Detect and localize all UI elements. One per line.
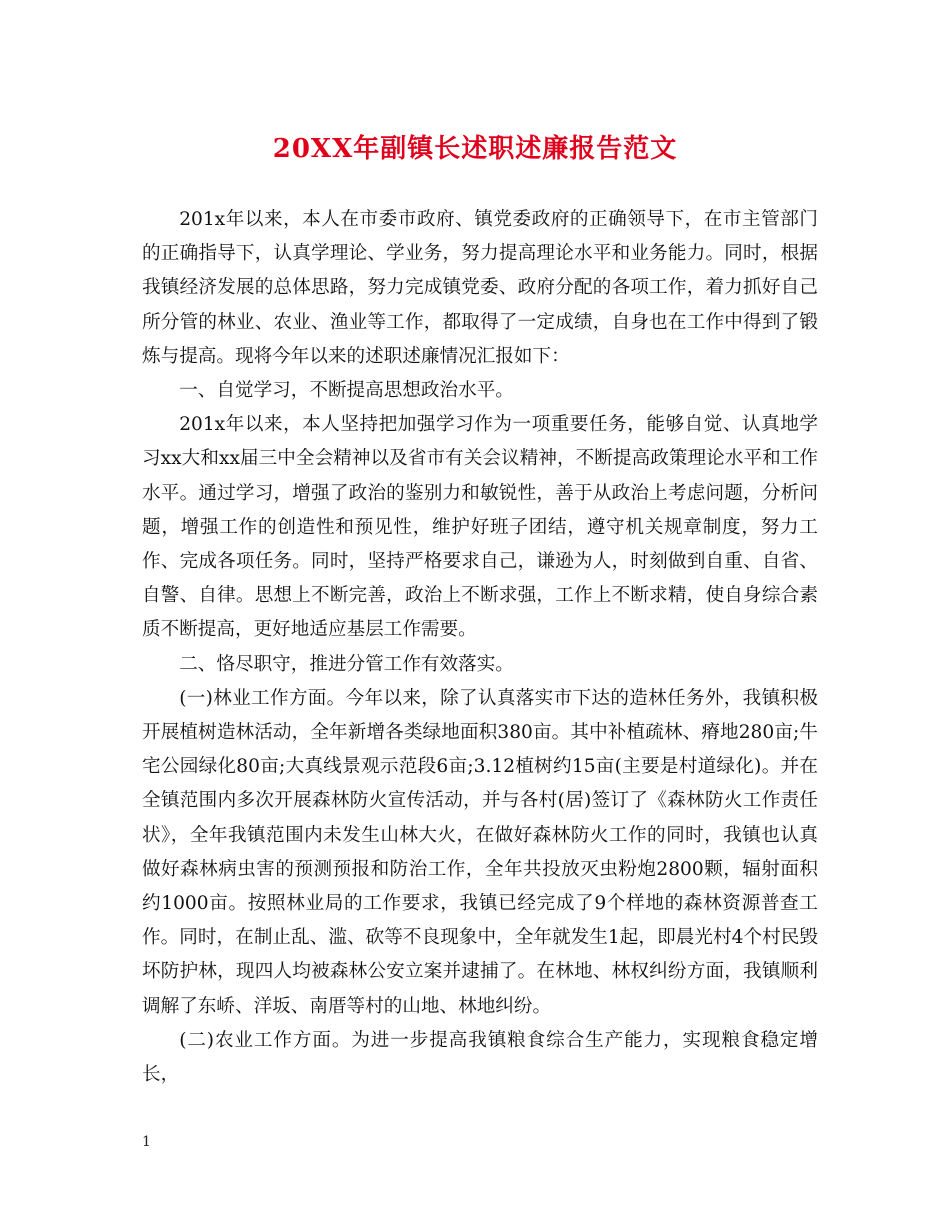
document-body [142,203,818,1092]
page-number: 1 [142,1134,151,1150]
paragraph-study: 201x年以来，本人坚持把加强学习作为一项重要任务，能够自觉、认真地学习xx大和xx届三中全会精神以及省市有关会议精神，不断提高政策理论水平和工作水平。通过学习，增强了政治的鉴别力和敏锐性，善于从政治上考虑问题，分析问题，增强工作的创造性和预见性，维护好班子团结，遵守机关规章制度，努力工作、完成各项任务。同时，坚持严格要求自己，谦逊为人，时刻做到自重、自省、自警、自律。思想上不断完善，政治上不断求强，工作上不断求精，使自身综合素质不断提高，更好地适应基层工作需要。 [142,414,818,641]
section-heading-1: 一、自觉学习，不断提高思想政治水平。 [179,380,514,402]
paragraph-agriculture: (二)农业工作方面。为进一步提高我镇粮食综合生产能力，实现粮食稳定增长， [142,1029,818,1086]
paragraph-intro: 201x年以来，本人在市委市政府、镇党委政府的正确领导下，在市主管部门的正确指导下，认真学理论、学业务，努力提高理论水平和业务能力。同时，根据我镇经济发展的总体思路，努力完成镇党委、政府分配的各项工作，着力抓好自己所分管的林业、农业、渔业等工作，都取得了一定成绩，自身也在工作中得到了锻炼与提高。现将今年以来的述职述廉情况汇报如下： [142,209,818,367]
document-title: 20XX年副镇长述职述廉报告范文 [272,134,678,164]
section-heading-2: 二、恪尽职守，推进分管工作有效落实。 [179,653,514,675]
paragraph-forestry: (一)林业工作方面。今年以来，除了认真落实市下达的造林任务外，我镇积极开展植树造林活动，全年新增各类绿地面积380亩。其中补植疏林、瘠地280亩;牛宅公园绿化80亩;大真线景观示范段6亩;3.12植树约15亩(主要是村道绿化)。并在全镇范围内多次开展森林防火宣传活动，并与各村(居)签订了《森林防火工作责任状》，全年我镇范围内未发生山林大火，在做好森林防火工作的同时，我镇也认真做好森林病虫害的预测预报和防治工作，全年共投放灭虫粉炮2800颗，辐射面积约1000亩。按照林业局的工作要求，我镇已经完成了9个样地的森林资源普查工作。同时，在制止乱、滥、砍等不良现象中，全年就发生1起，即晨光村4个村民毁坏防护林，现四人均被森林公安立案并逮捕了。在林地、林权纠纷方面，我镇顺利调解了东峤、洋坂、南厝等村的山地、林地纠纷。 [142,687,818,1017]
